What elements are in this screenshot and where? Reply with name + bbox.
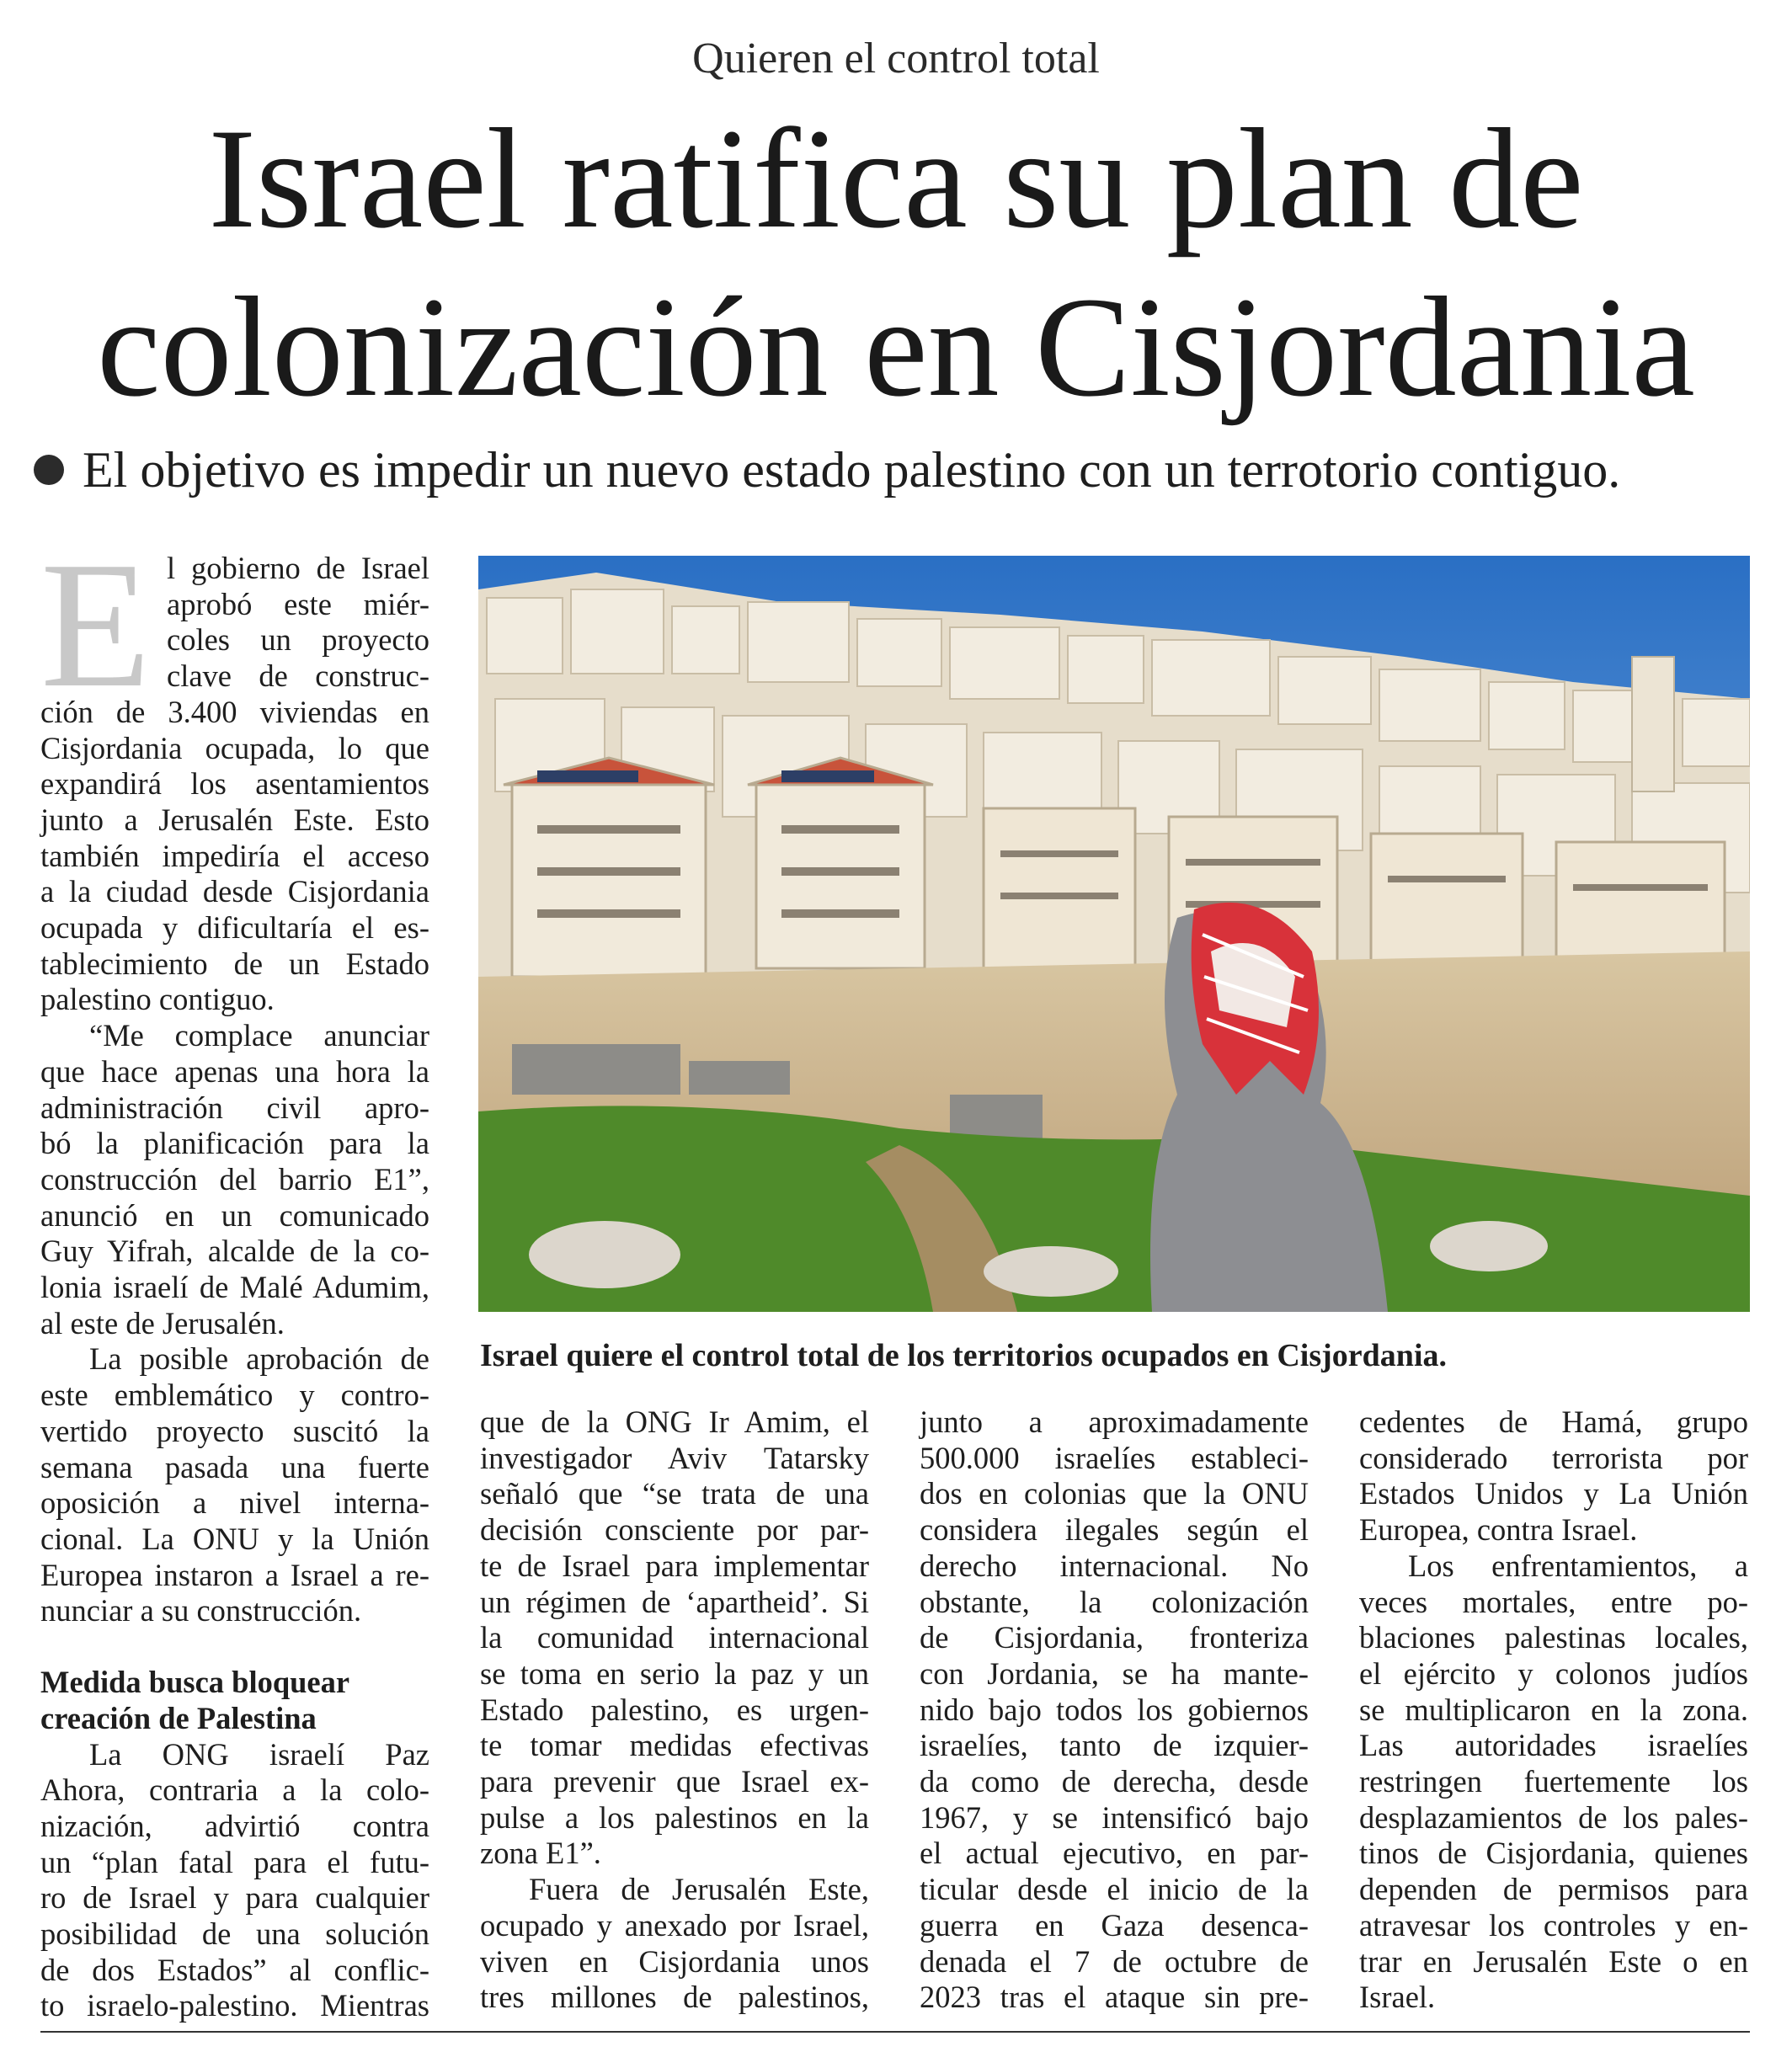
- text-line: con Jordania, se ha mante-: [920, 1655, 1309, 1691]
- text-line: 2023 tras el ataque sin pre-: [920, 1980, 1309, 2015]
- text-line: palestino contiguo.: [40, 982, 275, 1017]
- text-line: administración civil apro-: [40, 1090, 429, 1125]
- subheadline: [34, 438, 1768, 502]
- text-line: nunciar a su construcción.: [40, 1593, 362, 1628]
- text-line: Estado palestino, es urgen-: [480, 1692, 869, 1727]
- text-line: al este de Jerusalén.: [40, 1305, 285, 1340]
- text-line: que hace apenas una hora la: [40, 1053, 429, 1089]
- article-column-2: [480, 1404, 869, 2016]
- text-line: viven en Cisjordania unos: [480, 1943, 869, 1979]
- text-line: el ejército y colonos judíos: [1359, 1655, 1748, 1691]
- text-line: para prevenir que Israel ex-: [480, 1764, 869, 1799]
- text-line: expandirá los asentamientos: [40, 766, 429, 802]
- text-line: “Me complace anunciar: [89, 1018, 429, 1053]
- subheadline-text: El objetivo es impedir un nuevo estado palestino con un terrotorio contiguo.: [83, 442, 1621, 498]
- text-line: ocupada y dificultaría el es-: [40, 910, 429, 946]
- text-line: desplazamientos de los pales-: [1359, 1799, 1748, 1835]
- photo-illustration: [478, 556, 1750, 1312]
- text-line: que de la ONG Ir Amim, el: [480, 1404, 869, 1439]
- article-column-3: [920, 1404, 1309, 2016]
- text-line: vertido proyecto suscitó la: [40, 1413, 429, 1448]
- text-line: también impediría el acceso: [40, 838, 429, 873]
- text-line: un “plan fatal para el futu-: [40, 1844, 429, 1879]
- article-photo: [478, 556, 1750, 1312]
- text-line: semana pasada una fuerte: [40, 1449, 429, 1484]
- text-line: junto a aproximadamente: [920, 1404, 1309, 1439]
- text-line: investigador Aviv Tatarsky: [480, 1440, 869, 1475]
- headline-line-2: colonización en Cisjordania: [97, 268, 1695, 426]
- text-line: nido bajo todos los gobiernos: [920, 1692, 1309, 1727]
- text-line: a la ciudad desde Cisjordania: [40, 874, 429, 909]
- text-line: Ahora, contraria a la colo-: [40, 1772, 429, 1808]
- text-line: Las autoridades israelíes: [1359, 1728, 1748, 1763]
- text-line: Guy Yifrah, alcalde de la co-: [40, 1234, 429, 1269]
- text-line: aprobó este miér-: [167, 586, 429, 621]
- text-line: decisión consciente por par-: [480, 1512, 869, 1548]
- text-line: obstante, la colonización: [920, 1584, 1309, 1619]
- text-line: blaciones palestinas locales,: [1359, 1620, 1748, 1655]
- text-line: derecho internacional. No: [920, 1548, 1309, 1583]
- text-line: to israelo-palestino. Mientras: [40, 1988, 429, 2023]
- text-line: ción de 3.400 viviendas en: [40, 694, 429, 729]
- kicker: Quieren el control total: [692, 35, 1100, 83]
- photo-caption: Israel quiere el control total de los territorios ocupados en Cisjordania.: [480, 1338, 1447, 1373]
- bullet-icon: [34, 455, 64, 485]
- text-line: zona E1”.: [480, 1836, 601, 1871]
- text-line: l gobierno de Israel: [167, 551, 429, 585]
- text-line: este emblemático y contro-: [40, 1378, 429, 1413]
- drop-cap: E: [40, 524, 152, 725]
- text-line: te tomar medidas efectivas: [480, 1728, 869, 1763]
- text-line: un régimen de ‘apartheid’. Si: [480, 1584, 869, 1619]
- text-line: considerado terrorista por: [1359, 1440, 1748, 1475]
- text-line: anunció en un comunicado: [40, 1197, 429, 1233]
- text-line: clave de construc-: [167, 658, 429, 694]
- text-line: dependen de permisos para: [1359, 1872, 1748, 1907]
- text-line: señaló que “se trata de una: [480, 1476, 869, 1511]
- text-line: nización, advirtió contra: [40, 1808, 429, 1843]
- text-line: te de Israel para implementar: [480, 1548, 869, 1583]
- text-line: se multiplicaron en la zona.: [1359, 1692, 1748, 1727]
- text-line: la comunidad internacional: [480, 1620, 869, 1655]
- text-line: ro de Israel y para cualquier: [40, 1880, 429, 1916]
- article-column-4: [1359, 1404, 1748, 2016]
- text-line: cional. La ONU y la Unión: [40, 1521, 429, 1556]
- text-line: tres millones de palestinos,: [480, 1980, 869, 2015]
- text-line: tablecimiento de un Estado: [40, 946, 429, 981]
- text-line: da como de derecha, desde: [920, 1764, 1309, 1799]
- headline-line-1: Israel ratifica su plan de: [208, 99, 1584, 258]
- text-line: oposición a nivel interna-: [40, 1485, 429, 1521]
- text-line: de dos Estados” al conflic-: [40, 1952, 429, 1987]
- text-line: posibilidad de una solución: [40, 1916, 429, 1952]
- crosshead-line-1: Medida busca bloquear: [40, 1665, 350, 1700]
- spacer: [40, 1629, 429, 1665]
- text-line: Europea instaron a Israel a re-: [40, 1557, 429, 1592]
- text-line: considera ilegales según el: [920, 1512, 1309, 1548]
- text-line: israelíes, tanto de izquier-: [920, 1728, 1309, 1763]
- bottom-rule: [40, 2031, 1750, 2033]
- text-line: Cisjordania ocupada, lo que: [40, 730, 429, 765]
- text-line: construcción del barrio E1”,: [40, 1161, 429, 1197]
- text-line: trar en Jerusalén Este o en: [1359, 1943, 1748, 1979]
- text-line: cedentes de Hamá, grupo: [1359, 1404, 1748, 1439]
- text-line: el actual ejecutivo, en par-: [920, 1836, 1309, 1871]
- text-line: tinos de Cisjordania, quienes: [1359, 1836, 1748, 1871]
- text-line: coles un proyecto: [167, 622, 429, 658]
- text-line: guerra en Gaza desenca-: [920, 1907, 1309, 1943]
- text-line: Los enfrentamientos, a: [1408, 1548, 1748, 1583]
- text-line: Fuera de Jerusalén Este,: [529, 1872, 869, 1907]
- text-line: 500.000 israelíes estableci-: [920, 1440, 1309, 1475]
- text-line: La posible aprobación de: [89, 1341, 429, 1377]
- text-line: restringen fuertemente los: [1359, 1764, 1748, 1799]
- text-line: lonia israelí de Malé Adumim,: [40, 1270, 429, 1305]
- text-line: ocupado y anexado por Israel,: [480, 1907, 869, 1943]
- crosshead-line-2: creación de Palestina: [40, 1700, 317, 1735]
- text-line: atravesar los controles y en-: [1359, 1907, 1748, 1943]
- text-line: Europea, contra Israel.: [1359, 1512, 1638, 1548]
- text-line: La ONG israelí Paz: [89, 1736, 429, 1772]
- article-column-1: [40, 524, 429, 2024]
- text-line: denada el 7 de octubre de: [920, 1943, 1309, 1979]
- text-line: ticular desde el inicio de la: [920, 1872, 1309, 1907]
- text-line: de Cisjordania, fronteriza: [920, 1620, 1309, 1655]
- text-line: junto a Jerusalén Este. Esto: [40, 802, 429, 837]
- text-line: bó la planificación para la: [40, 1126, 429, 1161]
- text-line: Estados Unidos y La Unión: [1359, 1476, 1748, 1511]
- text-line: se toma en serio la paz y un: [480, 1655, 869, 1691]
- text-line: Israel.: [1359, 1980, 1436, 2015]
- text-line: pulse a los palestinos en la: [480, 1799, 869, 1835]
- text-line: dos en colonias que la ONU: [920, 1476, 1309, 1511]
- text-line: veces mortales, entre po-: [1359, 1584, 1748, 1619]
- text-line: 1967, y se intensificó bajo: [920, 1799, 1309, 1835]
